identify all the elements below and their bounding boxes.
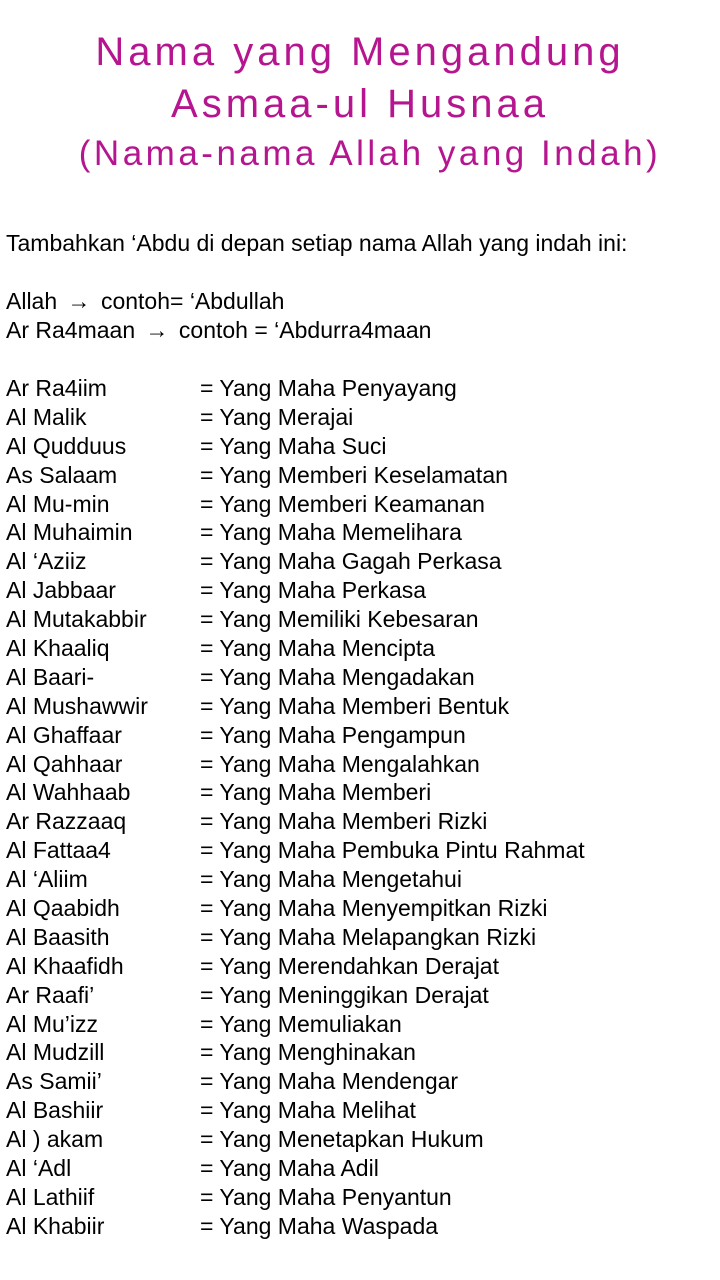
list-item [6, 721, 716, 750]
asma-meaning: = Yang Menghinakan [200, 1039, 416, 1066]
asma-meaning: = Yang Maha Menyempitkan Rizki [200, 895, 548, 922]
example-result: contoh= ‘Abdullah [100, 288, 285, 314]
asma-name: Al Mudzill [6, 1039, 105, 1066]
asma-meaning: = Yang Memberi Keamanan [200, 490, 485, 517]
list-item [6, 836, 716, 865]
list-item [6, 490, 716, 519]
asma-meaning: = Yang Maha Mengadakan [200, 663, 475, 690]
asma-meaning: = Yang Maha Memberi Bentuk [200, 692, 510, 719]
list-item [6, 1154, 716, 1183]
list-item [6, 981, 716, 1010]
list-item [6, 692, 716, 721]
asma-name: Al Baari- [6, 663, 95, 690]
asma-name: Al Muhaimin [6, 519, 133, 546]
list-item [6, 750, 716, 779]
list-item [6, 576, 716, 605]
asma-meaning: = Yang Meninggikan Derajat [200, 981, 489, 1008]
asma-meaning: = Yang Menetapkan Hukum [200, 1126, 484, 1153]
list-item [6, 894, 716, 923]
asma-meaning: = Yang Maha Memberi Rizki [200, 808, 488, 835]
list-item [6, 778, 716, 807]
list-item [6, 807, 716, 836]
list-item [6, 432, 716, 461]
asma-meaning: = Yang Maha Perkasa [200, 577, 427, 604]
example-result: contoh = ‘Abdurra4maan [178, 317, 432, 343]
arrow-right-icon: → [145, 317, 169, 343]
asma-name: Al Khaafidh [6, 952, 124, 979]
spacer [6, 345, 716, 374]
arrow-right-icon: → [67, 288, 91, 314]
list-item [6, 865, 716, 894]
asma-meaning: = Yang Maha Mencipta [200, 635, 436, 662]
intro-text: Tambahkan ‘Abdu di depan setiap nama Allah yang indah ini: [6, 230, 628, 256]
asma-meaning: = Yang Maha Suci [200, 432, 387, 459]
asma-meaning: = Yang Maha Memelihara [200, 519, 462, 546]
asma-name: Al Mu-min [6, 490, 110, 517]
asma-name: Al Khaaliq [6, 635, 110, 662]
list-item [6, 605, 716, 634]
names-list [6, 374, 716, 1241]
title-line-3: (Nama-nama Allah yang Indah) [78, 134, 662, 173]
asma-name: Ar Ra4iim [6, 375, 107, 401]
list-item [6, 518, 716, 547]
asma-meaning: = Yang Merendahkan Derajat [200, 952, 499, 979]
asma-meaning: = Yang Maha Adil [200, 1155, 379, 1182]
asma-name: Al Qaabidh [6, 895, 120, 922]
asma-meaning: = Yang Maha Penyantun [200, 1183, 452, 1210]
list-item [6, 1212, 716, 1241]
title-block [0, 26, 720, 178]
example-arrahmaan [6, 316, 716, 345]
title-line-2: Asmaa-ul Husnaa [171, 82, 549, 126]
list-item [6, 952, 716, 981]
asma-name: Al Mutakabbir [6, 606, 147, 633]
asma-name: Al Fattaa4 [6, 837, 111, 864]
list-item [6, 374, 716, 403]
list-item [6, 1010, 716, 1039]
example-allah [6, 287, 716, 316]
spacer [6, 258, 716, 287]
list-item [6, 634, 716, 663]
asma-name: Al ) akam [6, 1126, 104, 1153]
asma-name: Al Qudduus [6, 432, 127, 459]
asma-name: Al ‘Adl [6, 1155, 72, 1182]
asma-name: Al ‘Aziiz [6, 548, 87, 575]
list-item [6, 1038, 716, 1067]
asma-name: As Samii’ [6, 1068, 102, 1095]
list-item [6, 1183, 716, 1212]
asma-meaning: = Yang Maha Melapangkan Rizki [200, 923, 537, 950]
asma-meaning: = Yang Maha Mengalahkan [200, 750, 480, 777]
list-item [6, 1125, 716, 1154]
title-line-1: Nama yang Mengandung [95, 30, 625, 74]
content [6, 229, 716, 1241]
asma-name: Al Jabbaar [6, 577, 116, 604]
list-item [6, 663, 716, 692]
list-item [6, 403, 716, 432]
list-item [6, 1067, 716, 1096]
asma-meaning: = Yang Maha Gagah Perkasa [200, 548, 502, 575]
example-name: Ar Ra4maan [6, 317, 136, 343]
asma-meaning: = Yang Maha Memberi [200, 779, 432, 806]
asma-name: Al Ghaffaar [6, 721, 122, 748]
asma-name: Al ‘Aliim [6, 866, 88, 893]
asma-name: Al Mushawwir [6, 692, 148, 719]
asma-name: Ar Razzaaq [6, 808, 127, 835]
asma-name: Al Malik [6, 403, 87, 430]
asma-meaning: = Yang Memberi Keselamatan [200, 461, 508, 488]
asma-meaning: = Yang Maha Pengampun [200, 721, 466, 748]
asma-meaning: = Yang Merajai [200, 403, 354, 430]
list-item [6, 923, 716, 952]
asma-meaning: = Yang Maha Melihat [200, 1097, 416, 1124]
asma-name: Al Qahhaar [6, 750, 123, 777]
asma-name: Ar Raafi’ [6, 981, 95, 1008]
asma-name: Al Khabiir [6, 1212, 105, 1239]
asma-name: Al Baasith [6, 923, 110, 950]
asma-meaning: = Yang Memuliakan [200, 1010, 402, 1037]
list-item [6, 547, 716, 576]
asma-meaning: = Yang Maha Mengetahui [200, 866, 462, 893]
list-item [6, 1096, 716, 1125]
asma-name: Al Mu’izz [6, 1010, 99, 1037]
asma-meaning: = Yang Maha Waspada [200, 1212, 439, 1239]
asma-meaning: = Yang Maha Penyayang [200, 375, 457, 401]
asma-name: Al Bashiir [6, 1097, 104, 1124]
asma-name: As Salaam [6, 461, 118, 488]
asma-meaning: = Yang Memiliki Kebesaran [200, 606, 479, 633]
asma-name: Al Lathiif [6, 1183, 95, 1210]
asma-meaning: = Yang Maha Mendengar [200, 1068, 459, 1095]
list-item [6, 461, 716, 490]
asma-name: Al Wahhaab [6, 779, 131, 806]
asma-meaning: = Yang Maha Pembuka Pintu Rahmat [200, 837, 585, 864]
example-name: Allah [6, 288, 58, 314]
